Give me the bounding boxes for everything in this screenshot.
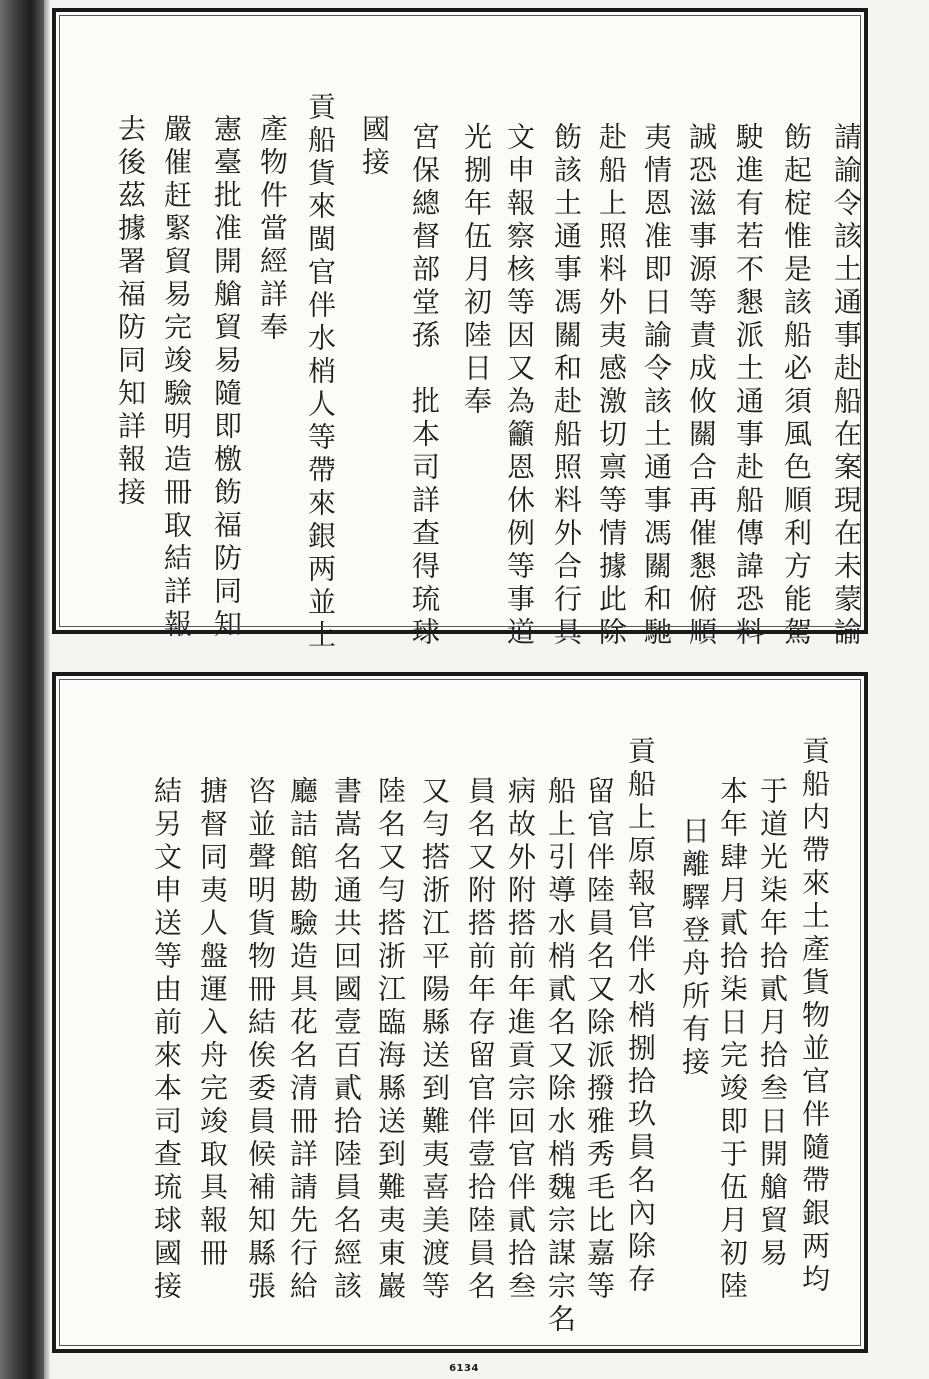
top-panel-column: 赴船上照料外夷感激切禀等情據此除 — [595, 122, 628, 650]
page-number: 6134 — [449, 1363, 479, 1374]
bottom-panel-column: 又勻搭浙江平陽縣送到難夷喜美渡等 — [418, 776, 451, 1304]
bottom-panel-column: 員名又附搭前年存留官伴壹拾陸員名 — [464, 776, 497, 1304]
top-panel-column: 駛進有若不懇派土通事赴船傳諱恐料 — [732, 122, 765, 650]
book-spine-edge — [44, 0, 50, 1379]
top-panel-column: 誠恐滋事源等責成攸關合再催懇俯順 — [685, 122, 718, 650]
bottom-panel-column: 船上引導水梢貳名又除水梢魏宗謀宗名 — [544, 776, 577, 1337]
top-panel-column: 國接 — [358, 114, 391, 180]
top-panel-column: 飭該土通事馮關和赴船照料外合行具 — [550, 122, 583, 650]
bottom-panel-column: 咨並聲明貨物冊結俟委員候補知縣張 — [244, 776, 277, 1304]
bottom-panel-column: 結另文申送等由前來本司查琉球國接 — [150, 776, 183, 1304]
bottom-panel-column: 陸名又勻搭浙江臨海縣送到難夷東巖 — [374, 776, 407, 1304]
bottom-manuscript-panel — [52, 672, 868, 1353]
bottom-panel-column: 廳詰館勘驗造具花名清冊詳請先行給 — [286, 776, 319, 1304]
top-panel-column: 宮保總督部堂孫 批本司詳查得琉球 — [408, 122, 441, 650]
bottom-panel-column: 貢船上原報官伴水梢捌拾玖員名內除存 — [624, 736, 657, 1297]
top-panel-column: 光捌年伍月初陸日奉 — [460, 122, 493, 419]
top-panel-column: 請諭令該土通事赴船在案現在未蒙諭 — [830, 122, 863, 650]
bottom-panel-column: 本年肆月貳拾柒日完竣即于伍月初陸 — [716, 776, 749, 1304]
top-panel-column: 去後茲據署福防同知詳報接 — [114, 114, 147, 510]
bottom-panel-column: 留官伴陸員名又除派撥雅秀毛比嘉等 — [583, 776, 616, 1304]
bottom-panel-column: 于道光柒年拾貳月拾叁日開艙貿易 — [756, 776, 789, 1271]
top-panel-column: 文申報察核等因又為籲恩休例等事道 — [503, 122, 536, 650]
bottom-panel-column: 日離驛登舟所有接 — [678, 816, 711, 1080]
bottom-panel-column: 病故外附搭前年進貢宗回官伴貳拾叁 — [504, 776, 537, 1304]
top-panel-column: 夷情恩准即日諭令該土通事馮關和馳 — [640, 122, 673, 650]
top-panel-column: 產物件當經詳奉 — [256, 114, 289, 345]
bottom-panel-column: 貢船内帶來土產貨物並官伴隨帶銀两均 — [798, 736, 831, 1297]
top-manuscript-panel — [52, 8, 868, 653]
bottom-panel-column: 搪督同夷人盤運入舟完竣取具報冊 — [196, 776, 229, 1271]
top-panel-column: 嚴催赶緊貿易完竣驗明造冊取結詳報 — [160, 114, 193, 642]
top-panel-column: 貢船貨來閩官伴水梢人等帶來銀两並土 — [304, 92, 337, 653]
top-panel-column: 飭起椗惟是該船必須風色順利方能駕 — [780, 122, 813, 650]
book-spine-shadow — [0, 0, 44, 1379]
top-panel-column: 憲臺批准開艙貿易隨即檄飭福防同知 — [210, 114, 243, 642]
bottom-panel-column: 書嵩名通共回國壹百貳拾陸員名經該 — [330, 776, 363, 1304]
